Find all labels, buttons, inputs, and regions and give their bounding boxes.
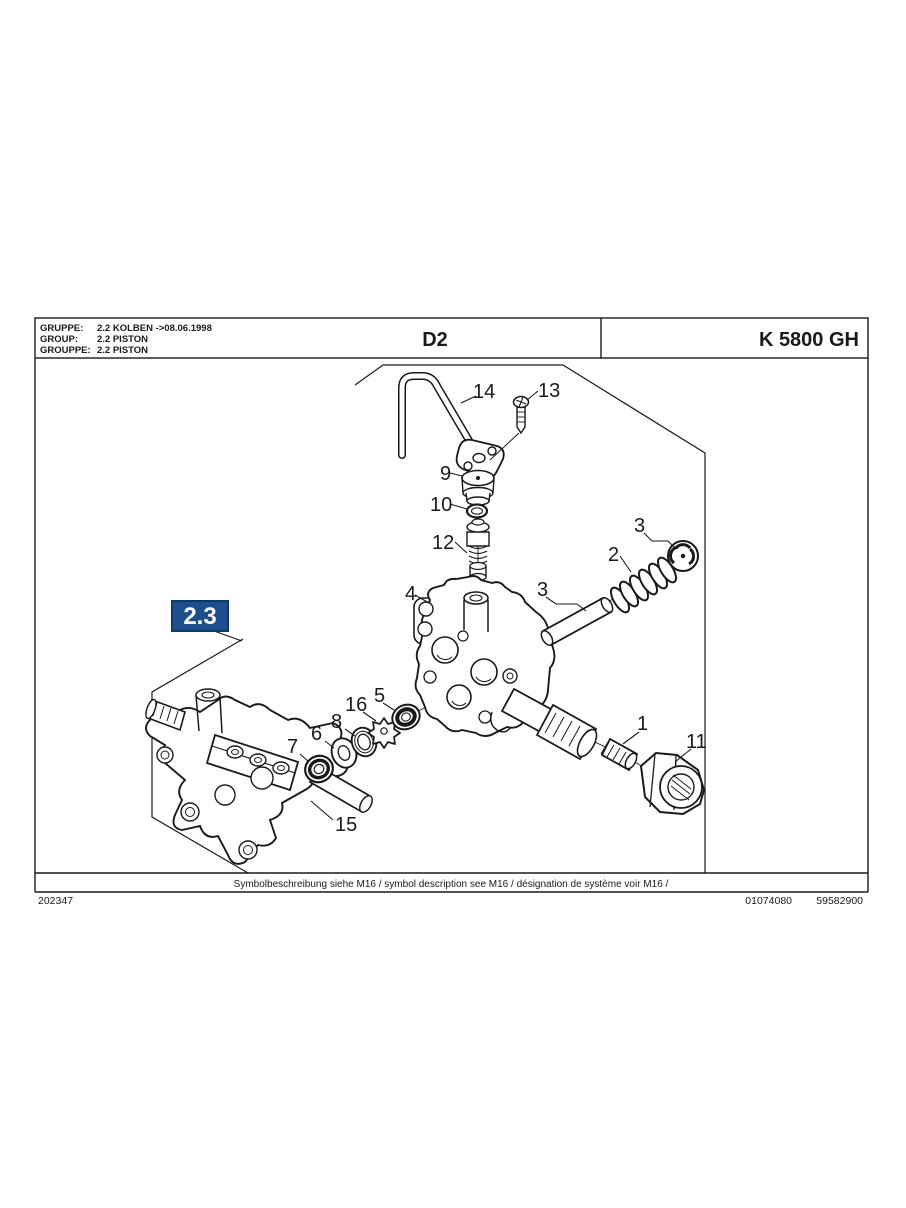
callout-9: 9 (440, 463, 452, 485)
header-row-label: GRUPPE: (40, 323, 84, 334)
callout-2: 2 (608, 544, 620, 566)
callout-3a: 3 (537, 579, 549, 601)
callout-11: 11 (686, 731, 707, 753)
head-lug-hole (418, 622, 432, 636)
ref-number: 59582900 (816, 895, 863, 907)
flange-hole (488, 447, 496, 455)
section-reference-label: 2.3 (183, 603, 217, 630)
callout-1: 1 (637, 713, 649, 735)
order-number: 01074080 (745, 895, 792, 907)
callout-15: 15 (335, 814, 358, 836)
part-valve-cap (462, 471, 494, 506)
header-row-value: 2.2 PISTON (97, 345, 149, 356)
callout-3b: 3 (634, 515, 646, 537)
callout-13: 13 (538, 380, 561, 402)
plate-code: D2 (422, 329, 448, 351)
section-reference-badge (172, 601, 242, 641)
callout-12: 12 (432, 532, 455, 554)
symbol-note: Symbolbeschreibung siehe M16 / symbol description see M16 / désignation de système voir M16 / (233, 879, 669, 890)
callout-7: 7 (287, 736, 299, 758)
model-name: K 5800 GH (758, 329, 859, 351)
callout-16: 16 (345, 694, 368, 716)
flange-hole (464, 462, 472, 470)
footer (38, 879, 863, 907)
callout-10: 10 (430, 494, 453, 516)
title-block (40, 323, 859, 356)
header-row-label: GROUPPE: (40, 345, 91, 356)
header-row-value: 2.2 KOLBEN ->08.06.1998 (97, 323, 212, 334)
header-row-value: 2.2 PISTON (97, 334, 149, 345)
doc-number: 202347 (38, 895, 74, 907)
part-o-ring (467, 505, 487, 518)
callout-6: 6 (311, 723, 323, 745)
header-row-label: GROUP: (40, 334, 78, 345)
callout-8: 8 (331, 711, 343, 733)
callout-4: 4 (405, 583, 417, 605)
callout-14: 14 (473, 381, 496, 403)
part-union-nut (641, 753, 704, 814)
part-insert-sleeve (601, 739, 639, 771)
callout-5: 5 (374, 685, 386, 707)
head-lug-hole (419, 602, 433, 616)
